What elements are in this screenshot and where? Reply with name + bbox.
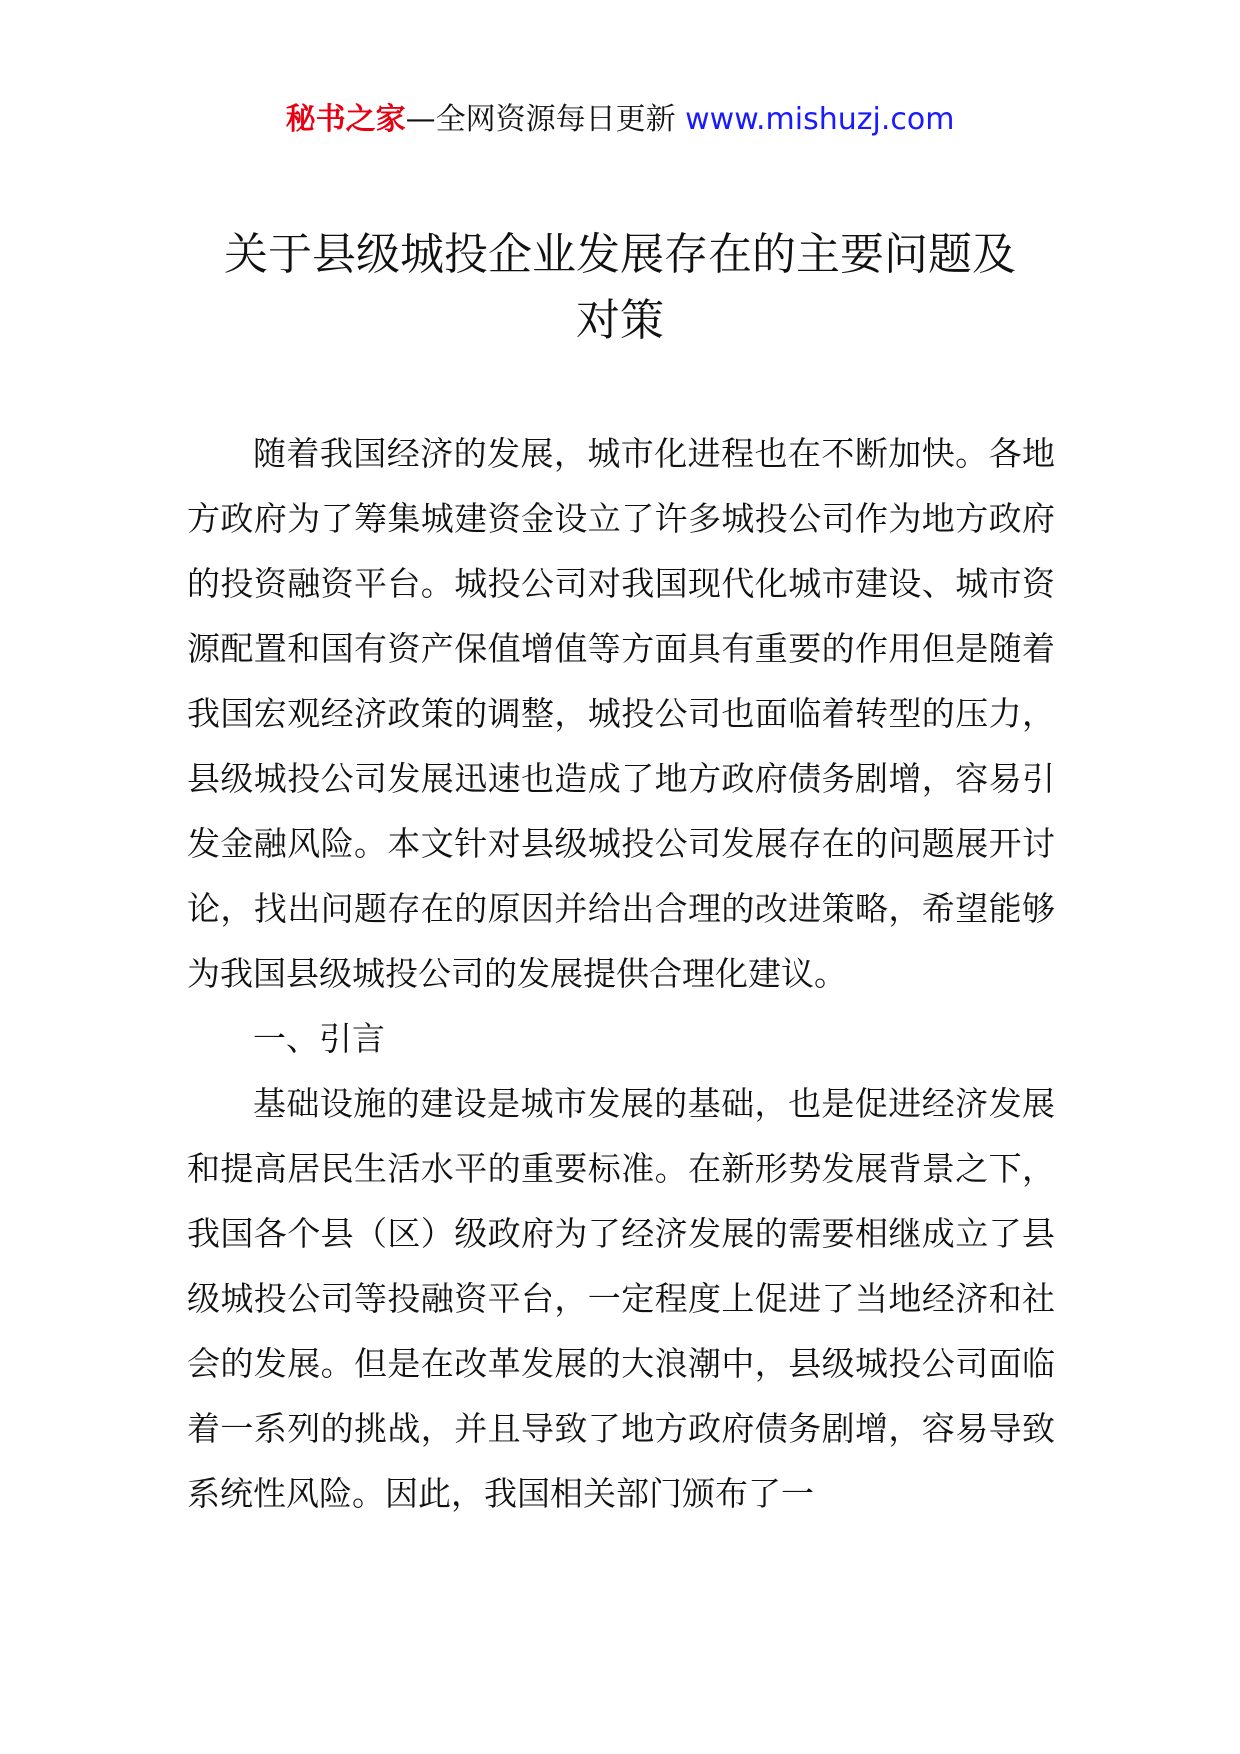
paragraph-line: 型的压力，县级城投公司发展迅速也造成了地方政府债务 [187, 694, 1056, 798]
paragraph-line: 政府的投资融资平台。城投公司对我国现代化城市建设、 [187, 499, 1056, 603]
paragraph-line: 下，我国各个县（区）级政府为了经济发展的需要相继成 [187, 1149, 1056, 1253]
document-title [180, 222, 1060, 354]
paragraph-line: 地方政府为了筹集城建资金设立了许多城投公司作为地方 [187, 434, 1055, 538]
paragraph-line: 展和提高居民生活水平的重要标准。在新形势发展背景之 [187, 1084, 1055, 1188]
paragraph-line: 剧增，容易引发金融风险。本文针对县级城投公司发展存 [187, 759, 1056, 863]
brand-name: 秘书之家 [285, 102, 406, 137]
title-line-2: 对策 [576, 295, 664, 346]
document-body [187, 421, 1055, 1526]
paragraph-intro [187, 421, 1055, 1006]
paragraph-line: 建议。 [748, 954, 847, 993]
header-tagline: —全网资源每日更新 [405, 102, 686, 137]
section-heading [187, 1006, 1055, 1071]
paragraph-line: 城市资源配置和国有资产保值增值等方面具有重要的作用 [187, 564, 1056, 668]
paragraph-section-one [187, 1071, 1055, 1526]
site-url-link[interactable]: www.mishuzj.com [685, 102, 955, 137]
paragraph-line: 基础设施的建设是城市发展的基础，也是促进经济发 [253, 1084, 1022, 1123]
paragraph-line: 随着我国经济的发展，城市化进程也在不断加快。各 [253, 434, 1022, 473]
paragraph-line: 进策略，希望能够为我国县级城投公司的发展提供合理化 [187, 889, 1056, 993]
paragraph-line: 增，容易导致系统性风险。因此，我国相关部门颁布了一 [187, 1409, 1056, 1513]
site-header [0, 100, 1240, 140]
paragraph-line: 立了县级城投公司等投融资平台，一定程度上促进了当地 [187, 1214, 1056, 1318]
section-heading-text: 一、引言 [253, 1019, 385, 1058]
paragraph-line: 投公司面临着一系列的挑战，并且导致了地方政府债务剧 [187, 1344, 1056, 1448]
title-line-1: 关于县级城投企业发展存在的主要问题及 [224, 229, 1016, 280]
paragraph-line: 经济和社会的发展。但是在改革发展的大浪潮中，县级城 [187, 1279, 1056, 1383]
paragraph-line: 但是随着我国宏观经济政策的调整，城投公司也面临着转 [187, 629, 1056, 733]
paragraph-line: 在的问题展开讨论，找出问题存在的原因并给出合理的改 [187, 824, 1056, 928]
